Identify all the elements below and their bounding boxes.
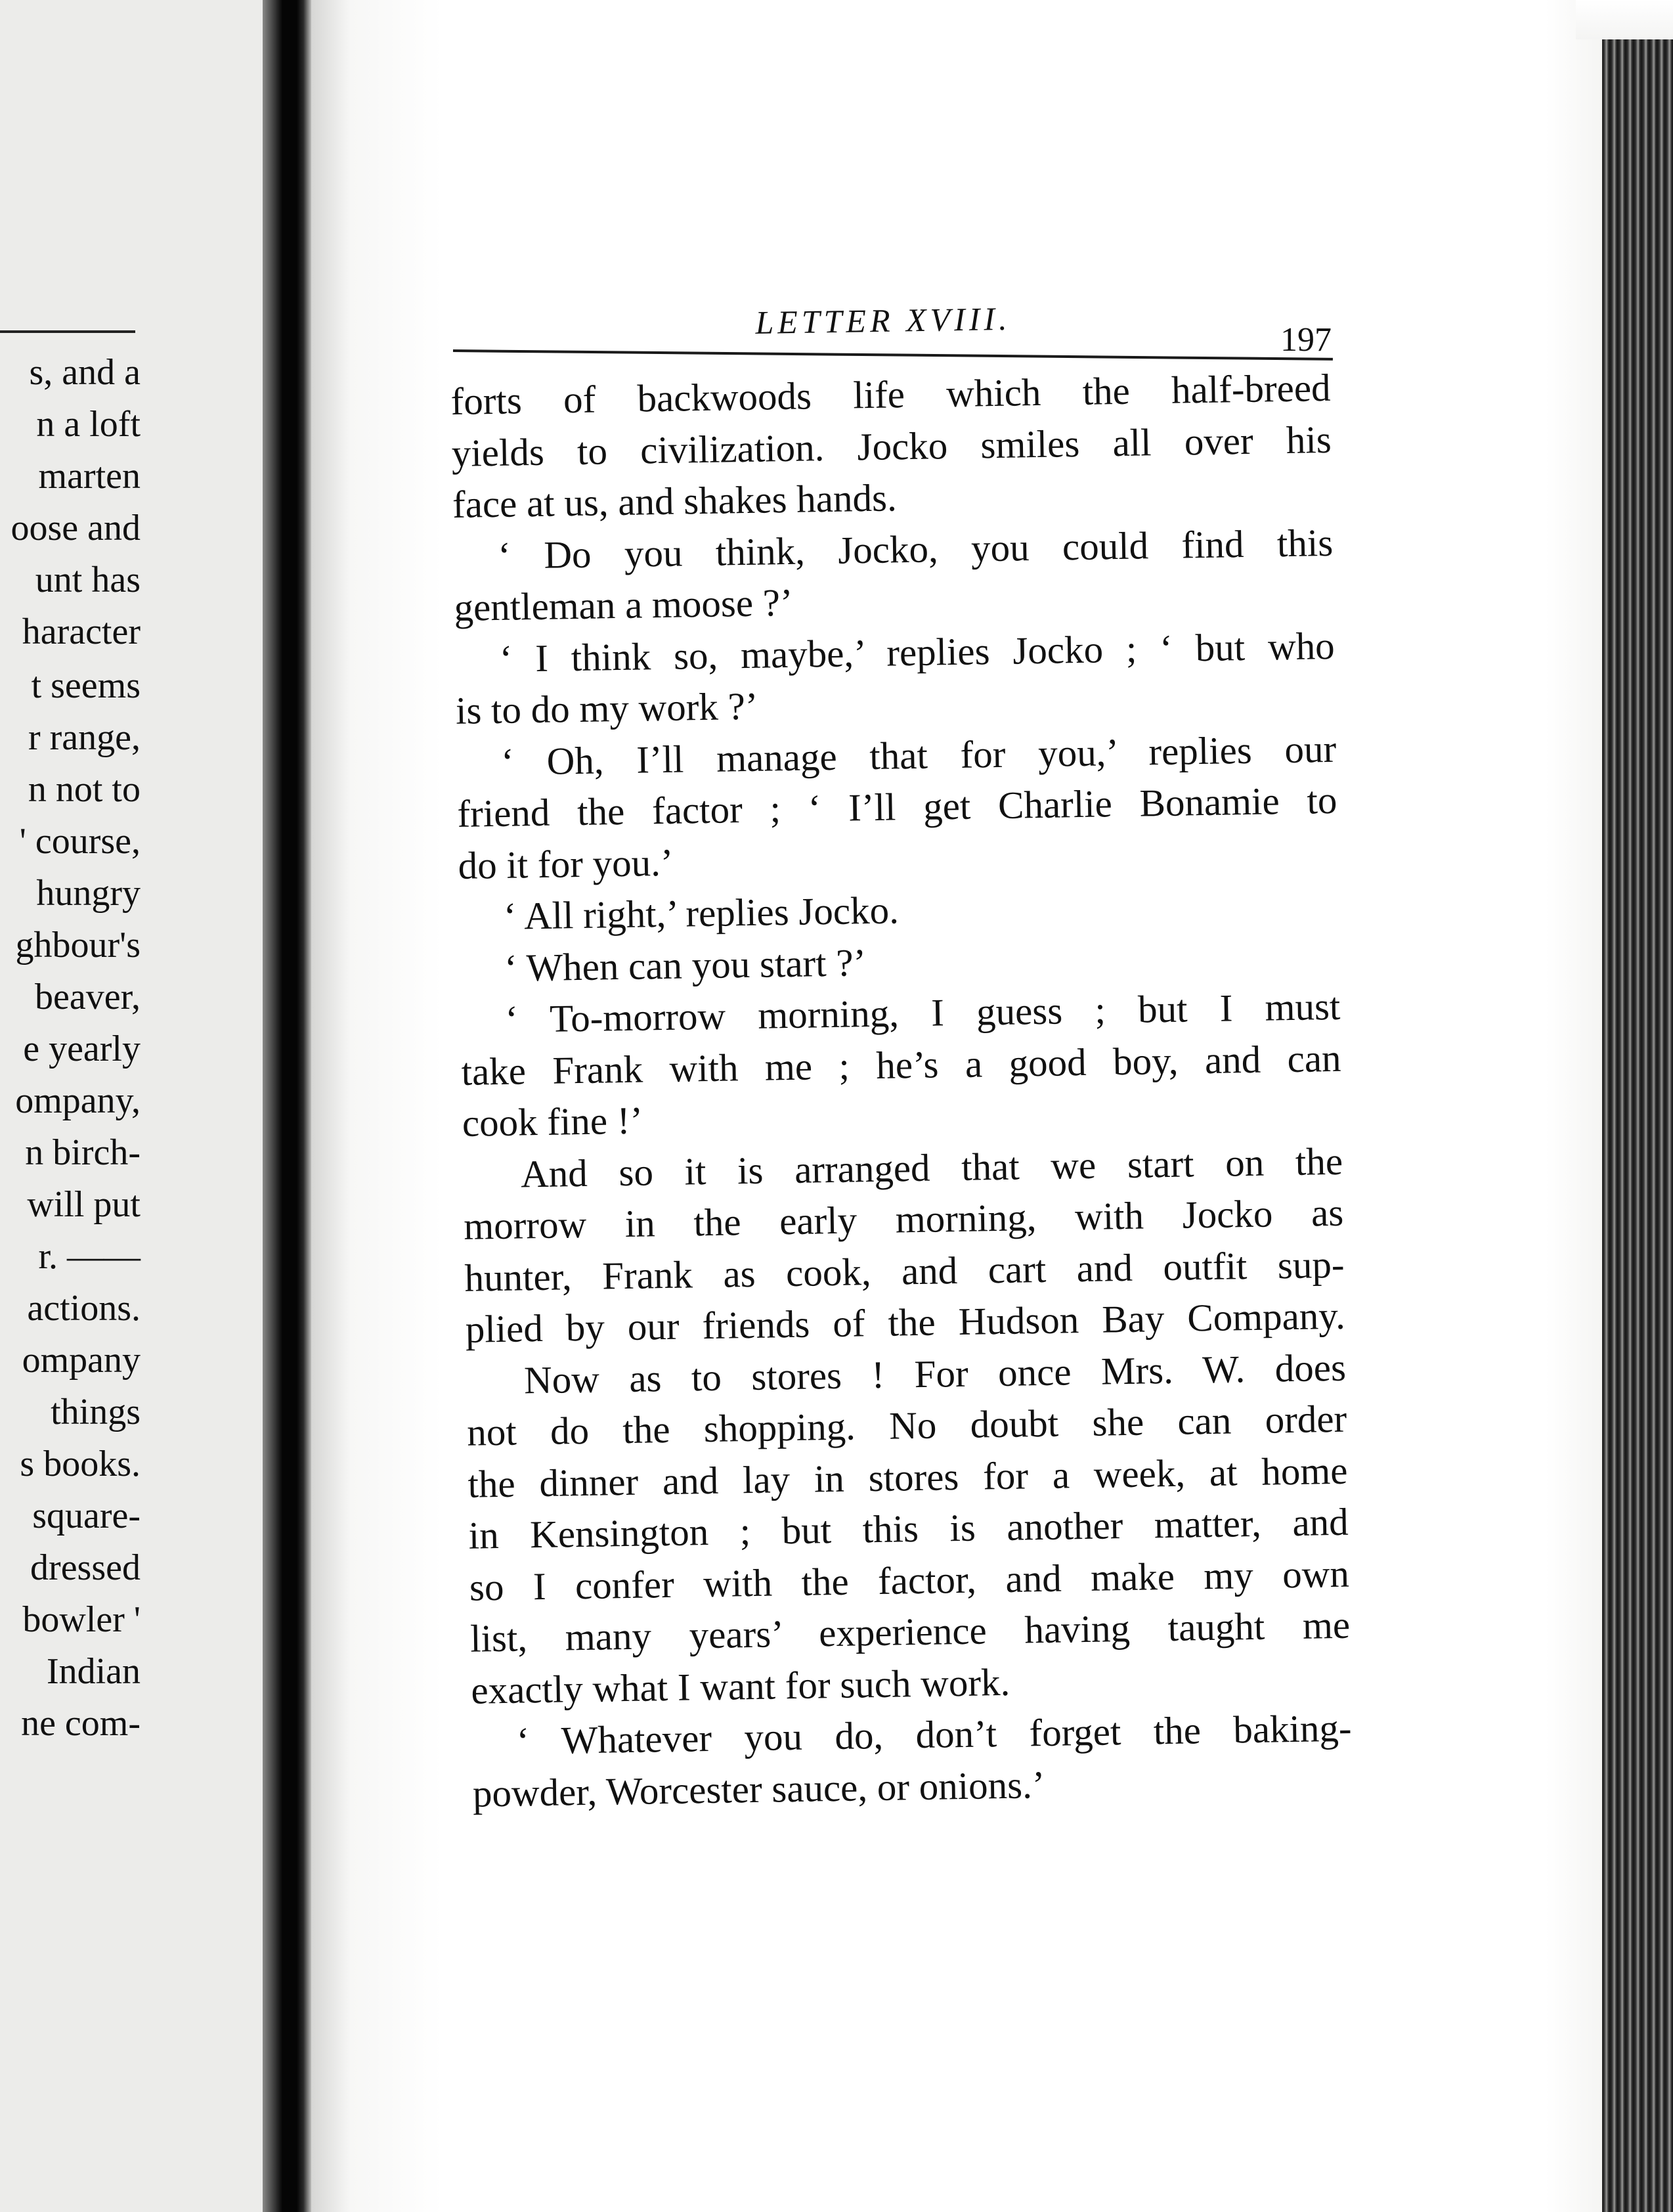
left-line: hungry [36, 873, 141, 914]
left-line: beaver, [35, 977, 141, 1017]
text-line: And so it is arranged that we start on the [520, 1139, 1343, 1195]
text-line: cook fine !’ [462, 1098, 643, 1145]
text-line: ‘ I think so, maybe,’ replies Jocko ; ‘ but who [499, 623, 1336, 680]
left-line: n a loft [36, 404, 141, 445]
left-line: s, and a [29, 352, 141, 393]
text-line: not do the shopping. No doubt she can order [466, 1396, 1347, 1454]
left-line: t seems [31, 665, 141, 706]
text-line: face at us, and shakes hands. [452, 476, 898, 526]
text-line: list, many years’ experience having taught me [469, 1603, 1351, 1660]
running-head: LETTER XVIII. [755, 299, 1011, 341]
left-line: things [51, 1392, 141, 1432]
text-line: gentleman a moose ?’ [454, 580, 794, 629]
left-line: n not to [28, 769, 141, 810]
left-line: bowler ' [22, 1599, 141, 1640]
left-line: ' course, [19, 821, 141, 862]
left-line: oose and [11, 508, 141, 548]
page-fore-edge [1602, 39, 1673, 2212]
left-line: unt has [35, 560, 141, 600]
left-line: dressed [30, 1547, 141, 1588]
left-line: ompany [22, 1340, 141, 1381]
left-line: will put [27, 1184, 141, 1225]
left-line: e yearly [23, 1029, 141, 1069]
text-line: in Kensington ; but this is another matter, and [468, 1499, 1349, 1557]
page-corner [1576, 0, 1673, 39]
text-line: powder, Worcester sauce, or onions.’ [472, 1762, 1045, 1815]
text-line: exactly what I want for such work. [470, 1660, 1010, 1712]
left-line: Indian [46, 1651, 141, 1692]
text-line: morrow in the early morning, with Jocko as [463, 1190, 1344, 1248]
left-page-text [11, 347, 141, 1750]
text-line: take Frank with me ; he’s a good boy, and can [461, 1036, 1341, 1094]
text-line: ‘ Oh, I’ll manage that for you,’ replies our [500, 726, 1337, 784]
left-line: n birch- [25, 1132, 141, 1173]
left-line: ne com- [21, 1703, 141, 1744]
text-line: is to do my work ?’ [455, 684, 758, 732]
book-gutter [263, 0, 311, 2212]
text-line: Now as to stores ! For once Mrs. W. does [523, 1345, 1347, 1402]
text-line: plied by our friends of the Hudson Bay Company. [465, 1293, 1346, 1351]
page-number: 197 [1280, 321, 1332, 359]
text-line: ‘ All right,’ replies Jocko. [503, 888, 900, 938]
left-line: actions. [27, 1288, 141, 1329]
left-line: ompany, [15, 1080, 141, 1121]
left-line: marten [38, 456, 141, 497]
text-line: yields to civilization. Jocko smiles all over his [451, 417, 1332, 475]
left-line: ghbour's [15, 925, 141, 965]
left-line: haracter [22, 611, 141, 652]
left-line: s books. [20, 1444, 141, 1484]
text-line: ‘ When can you start ?’ [504, 940, 867, 990]
left-page [0, 0, 263, 2212]
text-line: ‘ To-morrow morning, I guess ; but I must [504, 984, 1341, 1041]
text-line: hunter, Frank as cook, and cart and outfit sup- [464, 1242, 1345, 1300]
text-line: friend the factor ; ‘ I’ll get Charlie Bonamie to [456, 778, 1337, 835]
left-line: square- [32, 1495, 141, 1536]
text-line: do it for you.’ [458, 840, 674, 887]
page-body-text [450, 362, 1353, 1819]
text-line: ‘ Whatever you do, don’t forget the baking- [516, 1706, 1353, 1763]
text-line: the dinner and lay in stores for a week, at home [467, 1448, 1348, 1506]
left-line: r range, [28, 717, 141, 758]
text-line: forts of backwoods life which the half-breed [450, 365, 1331, 423]
left-line: r. —— [38, 1236, 141, 1277]
text-line: ‘ Do you think, Jocko, you could find this [497, 520, 1334, 577]
left-page-header-rule [0, 330, 135, 333]
text-line: so I confer with the factor, and make my own [469, 1551, 1350, 1609]
